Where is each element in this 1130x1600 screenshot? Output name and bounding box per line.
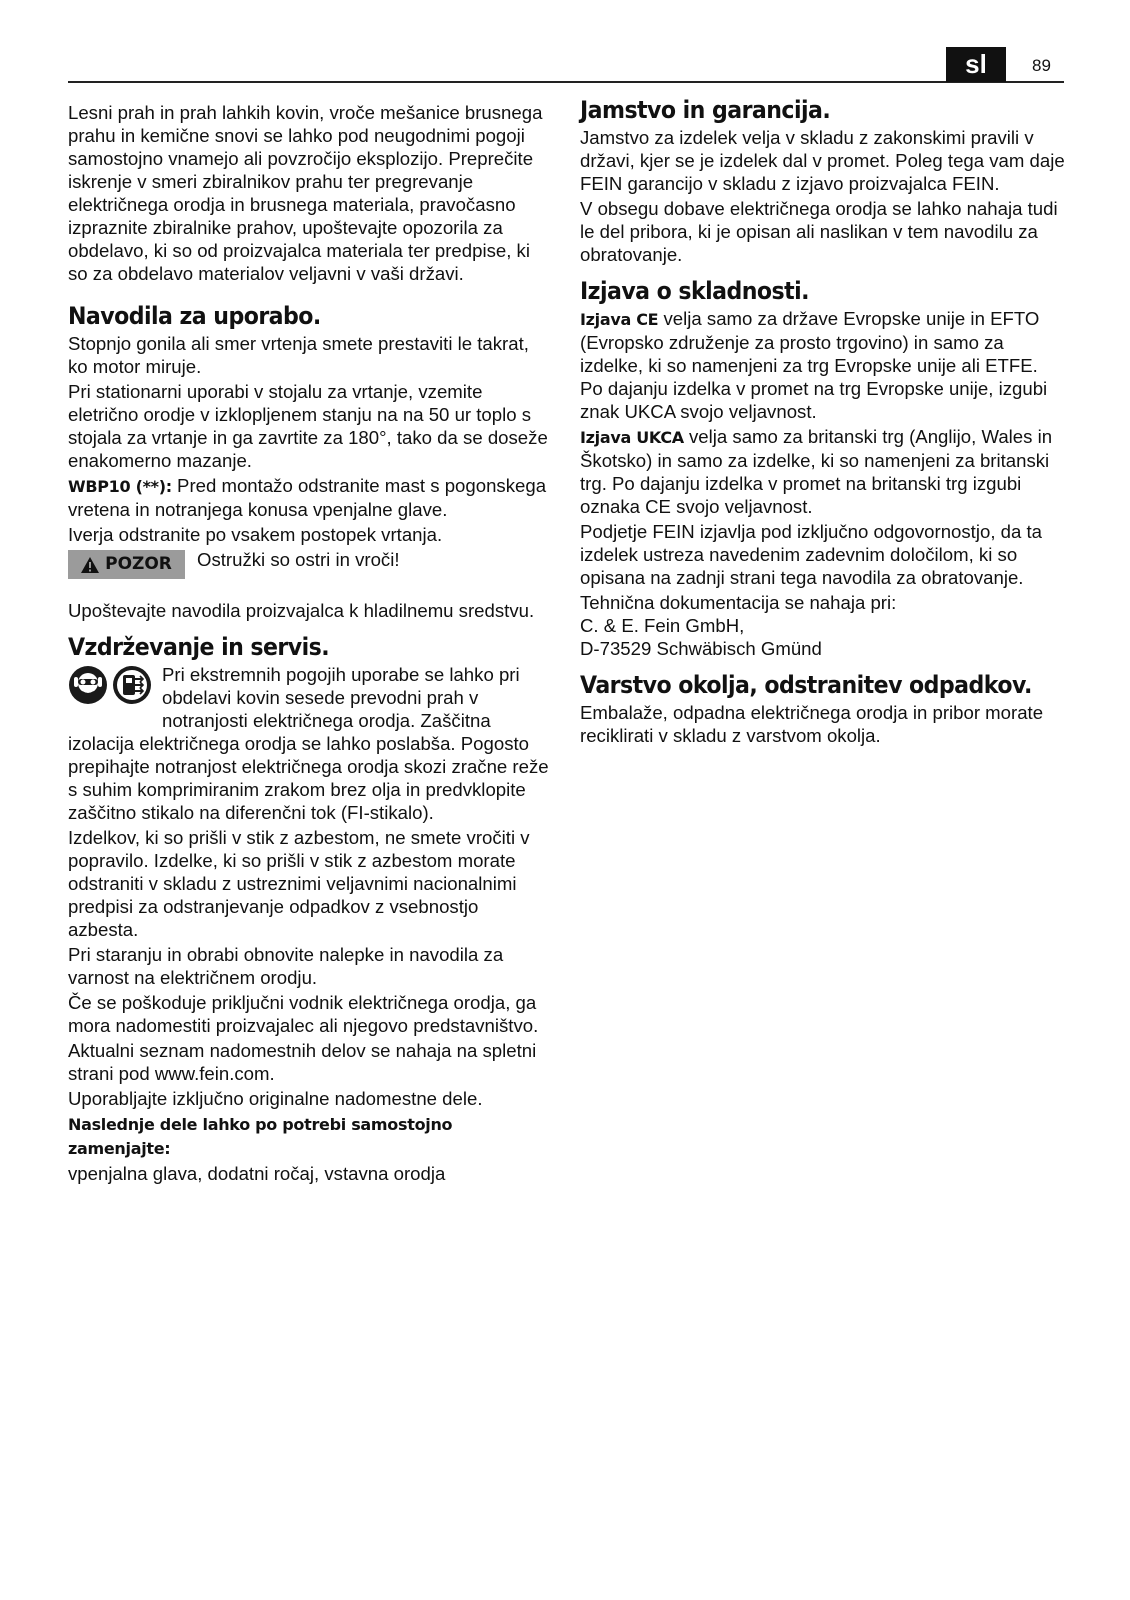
ce-text: velja samo za države Evropske unije in EFTO (Evropsko združenje za prosto trgovino) in samo za izdelke, ki so namenjeni za trg Evropske unije ali ETFE. Po dajanju izdelka v promet na trg Evropske unije, izgubi znak UKCA svojo veljavnost. [580, 308, 1048, 422]
service-paragraph-3: Pri staranju in obrabi obnovite nalepke in navodila za varnost na električnem orodju. [68, 944, 504, 988]
tech-doc-label: Tehnična dokumentacija se nahaja pri: [580, 592, 897, 613]
warranty-paragraph-2: V obsegu dobave električnega orodja se lahko nahaja tudi le del pribora, ki je opisan ali naslikan v tem navodilu za obratovanje. [580, 198, 1058, 265]
company-address: D-73529 Schwäbisch Gmünd [580, 638, 822, 659]
pozor-warning-badge [68, 550, 185, 579]
ukca-declaration [580, 425, 1065, 518]
right-column [580, 96, 1065, 749]
service-paragraph-5: Aktualni seznam nadomestnih delov se nahaja na spletni strani pod www.fein.com. [68, 1040, 537, 1084]
eye-and-ear-protection-icon [68, 665, 108, 705]
replaceable-parts-list: vpenjalna glava, dodatni ročaj, vstavna orodja [68, 1163, 446, 1184]
service-icons [68, 665, 158, 711]
service-paragraph-1: Pri ekstremnih pogojih uporabe se lahko pri obdelavi kovin sesede prevodni prah v notranjosti električnega orodja. Zaščitna izolacija električnega orodja se lahko poslabša. Pogosto prepihajte notranjost električnega orodja skozi zračne reže s suhim komprimiranim zrakom brez olja in predvklopite zaščitno stikalo na diferenčni tok (FI-stikalo). [68, 664, 549, 823]
conformity-paragraph-3: Podjetje FEIN izjavlja pod izključno odgovornostjo, da ta izdelek ustreza navedenim zadevnim določilom, ki so opisana na zadnji strani tega navodila za obratovanje. [580, 521, 1043, 588]
wbp10-text: Pred montažo odstranite mast s pogonskega vretena in notranjega konusa vpenjalne glave. [68, 475, 547, 520]
language-badge: sl [946, 47, 1006, 82]
service-paragraph-2: Izdelkov, ki so prišli v stik z azbestom, ne smete vročiti v popravilo. Izdelke, ki so prišli v stik z azbestom morate odstraniti v skladu z ustreznimi veljavnimi nacionalnimi predpisi za odstranjevanje odpadkov z vsebnostjo azbesta. [68, 827, 530, 940]
service-heading: Vzdrževanje in servis. [68, 633, 330, 661]
left-column [68, 101, 553, 1187]
ukca-text: velja samo za britanski trg (Anglijo, Wales in Škotsko) in samo za izdelke, ki so namenjeni za britanski trg. Po dajanju izdelka v promet na britanski trg izgubi oznaka CE svojo veljavnost. [580, 426, 1053, 517]
header-rule [68, 81, 1064, 83]
ukca-keyword: Izjava UKCA [580, 428, 684, 447]
ce-keyword: Izjava CE [580, 310, 659, 329]
dust-extraction-icon [112, 665, 152, 705]
pozor-label: POZOR [105, 554, 172, 574]
warning-row [68, 548, 553, 579]
warranty-paragraph-1: Jamstvo za izdelek velja v skladu z zakonskimi pravili v državi, kjer se je izdelek dal v promet. Poleg tega vam daje FEIN garancijo v skladu z izjavo proizvajalca FEIN. [580, 127, 1065, 194]
replaceable-parts-label: Naslednje dele lahko po potrebi samostojno zamenjajte: [68, 1115, 453, 1158]
conformity-heading: Izjava o skladnosti. [580, 277, 809, 305]
usage-paragraph-4: Iverja odstranite po vsakem postopek vrtanja. [68, 524, 443, 545]
service-paragraph-6: Uporabljajte izključno originalne nadomestne dele. [68, 1088, 483, 1109]
usage-paragraph-1: Stopnjo gonila ali smer vrtenja smete prestaviti le takrat, ko motor miruje. [68, 333, 529, 377]
wbp10-keyword: WBP10 (**): [68, 477, 172, 496]
usage-paragraph-3 [68, 474, 553, 521]
page-number: 89 [1032, 56, 1051, 75]
intro-paragraph: Lesni prah in prah lahkih kovin, vroče mešanice brusnega prahu in kemične snovi se lahko pod neugodnimi pogoji samostojno vnamejo ali povzročijo eksplozijo. Preprečite iskrenje v smeri zbiralnikov prahu ter pregrevanje električnega orodja in brusnega materiala, pravočasno izpraznite zbiralnike prahov, upoštevajte opozorila za obdelavo, ki so od proizvajalca materiala ter predpise, ki so za obdelavo materialov veljavni v vaši državi. [68, 102, 543, 284]
ce-declaration [580, 307, 1065, 423]
service-block [68, 663, 553, 824]
usage-heading: Navodila za uporabo. [68, 302, 321, 330]
usage-paragraph-2: Pri stationarni uporabi v stojalu za vrtanje, vzemite eletrično orodje v izklopljenem stanju na na 50 ur toplo s stojala za vrtanje in ga zavrtite za 180°, tako da se doseže enakomerno mazanje. [68, 381, 548, 471]
warning-text: Ostružki so ostri in vroči! [197, 549, 400, 570]
environment-heading: Varstvo okolja, odstranitev odpadkov. [580, 671, 1032, 699]
environment-paragraph: Embalaže, odpadna električnega orodja in pribor morate reciklirati v skladu z varstvom okolja. [580, 702, 1044, 746]
warning-triangle-icon [81, 557, 99, 573]
company-name: C. & E. Fein GmbH, [580, 615, 745, 636]
warranty-heading: Jamstvo in garancija. [580, 96, 831, 124]
usage-paragraph-5: Upoštevajte navodila proizvajalca k hladilnemu sredstvu. [68, 600, 535, 621]
service-paragraph-4: Če se poškoduje priključni vodnik električnega orodja, ga mora nadomestiti proizvajalec ali njegovo predstavništvo. [68, 992, 539, 1036]
